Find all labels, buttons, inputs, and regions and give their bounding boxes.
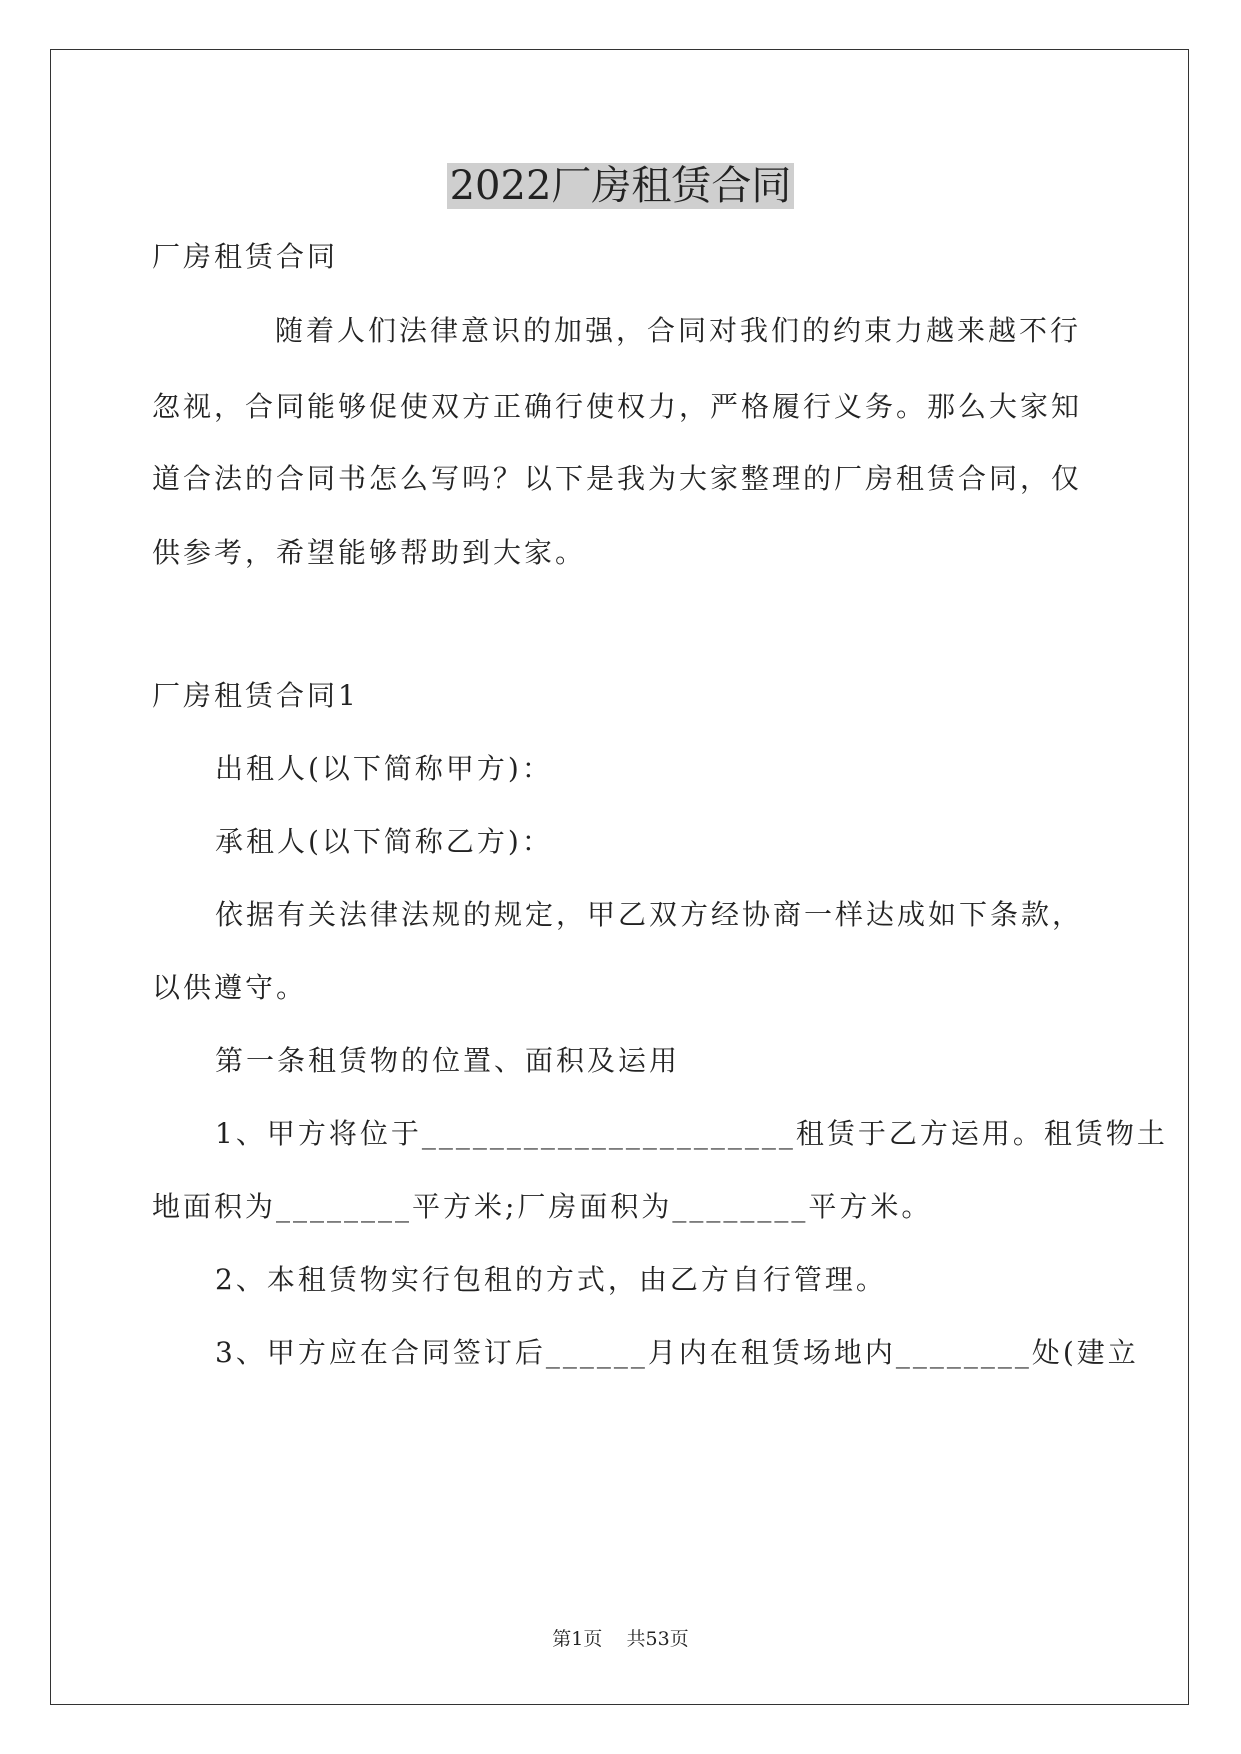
contract-heading: 厂房租赁合同1 <box>152 679 359 712</box>
lessor-line: 出租人(以下简称甲方)： <box>215 752 553 785</box>
paragraph-line: 以供遵守。 <box>152 971 308 1004</box>
page-border <box>50 49 1189 1705</box>
section-heading: 厂房租赁合同 <box>152 240 339 273</box>
lessee-line: 承租人(以下简称乙方)： <box>215 825 553 858</box>
paragraph-line: 依据有关法律法规的规定，甲乙双方经协商一样达成如下条款， <box>215 898 1084 931</box>
paragraph-line: 供参考，希望能够帮助到大家。 <box>152 536 587 569</box>
clause-item: 1、甲方将位于______________________租赁于乙方运用。租赁物土 <box>215 1117 1168 1150</box>
clause-heading: 第一条租赁物的位置、面积及运用 <box>215 1044 681 1077</box>
paragraph-line: 忽视，合同能够促使双方正确行使权力，严格履行义务。那么大家知 <box>152 390 1083 423</box>
paragraph-line: 随着人们法律意识的加强，合同对我们的约束力越来越不行 <box>275 314 1082 347</box>
page-total: 共53页 <box>626 1628 689 1650</box>
document-title: 2022厂房租赁合同 <box>0 158 1241 214</box>
page-footer <box>0 1626 1241 1652</box>
paragraph-line: 道合法的合同书怎么写吗？以下是我为大家整理的厂房租赁合同，仅 <box>152 462 1083 495</box>
clause-item: 2、本租赁物实行包租的方式，由乙方自行管理。 <box>215 1263 887 1296</box>
clause-item: 3、甲方应在合同签订后______月内在租赁场地内________处(建立 <box>215 1336 1139 1369</box>
paragraph-line: 地面积为________平方米;厂房面积为________平方米。 <box>152 1190 933 1223</box>
page-number: 第1页 <box>552 1628 603 1650</box>
